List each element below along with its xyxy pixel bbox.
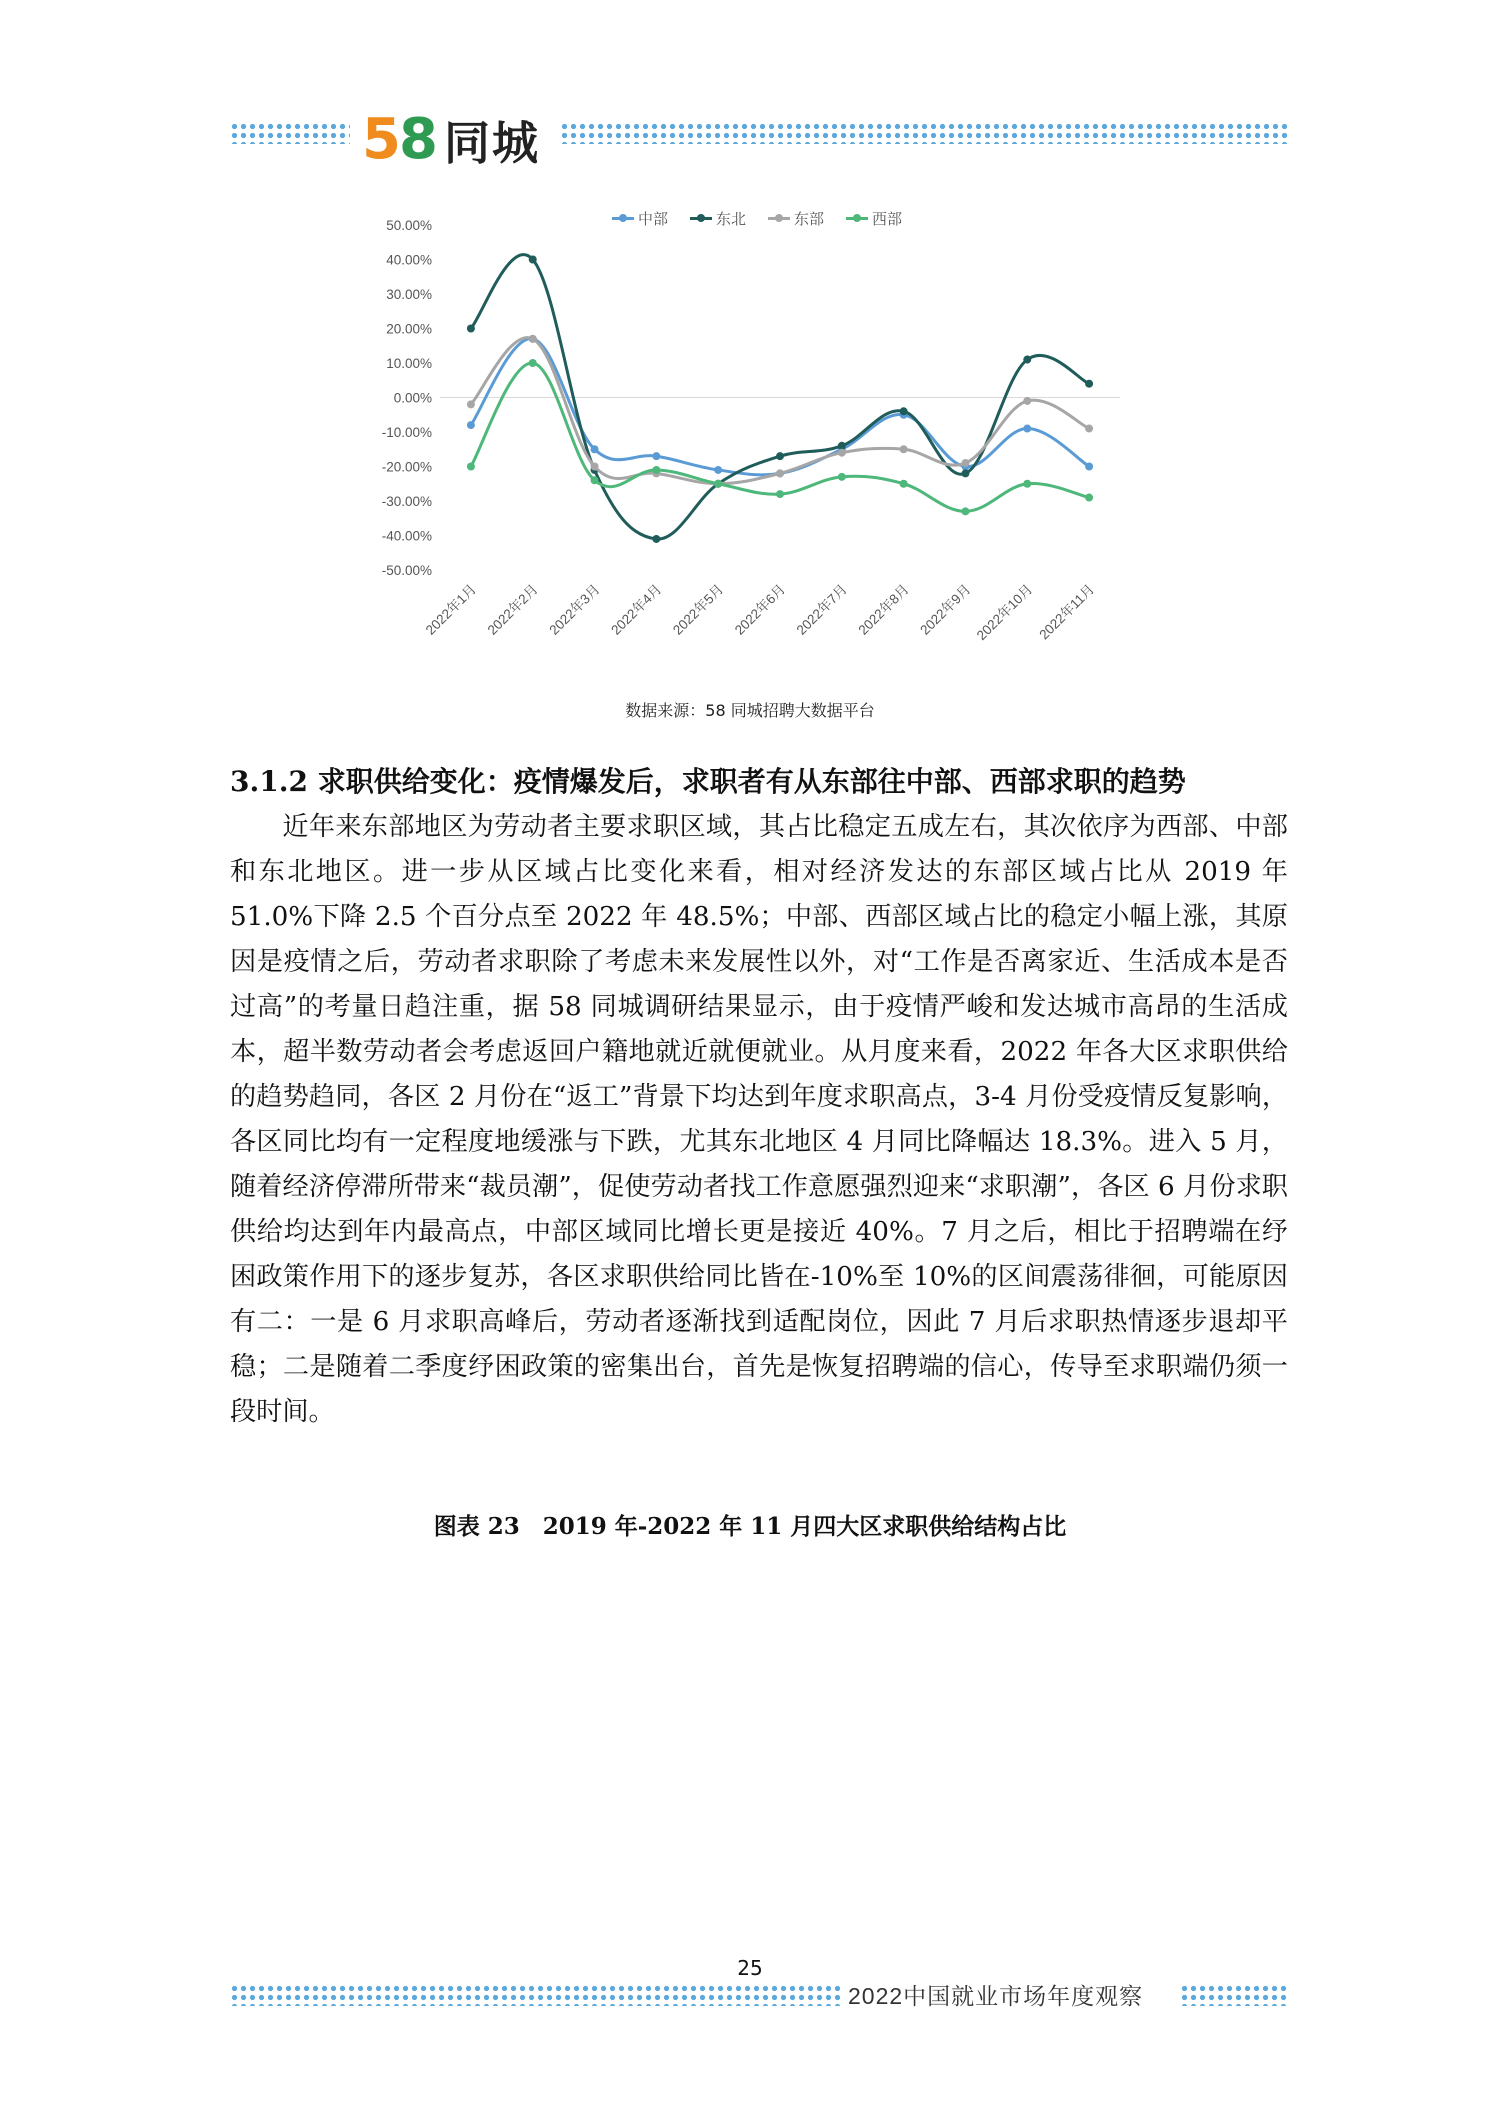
legend-label: 东北 (716, 210, 747, 228)
data-point (776, 469, 784, 477)
footer-dots-left (230, 1984, 840, 2006)
footer-report-title: 2022中国就业市场年度观察 (848, 1983, 1144, 2009)
x-tick-label: 2022年1月 (422, 581, 480, 638)
x-tick-label: 2022年8月 (855, 581, 912, 638)
x-tick-label: 2022年11月 (1036, 581, 1098, 643)
data-point (838, 473, 846, 481)
data-point (467, 325, 475, 333)
y-tick-label: -30.00% (381, 494, 432, 509)
logo-digit-8: 8 (398, 107, 436, 172)
data-point (714, 466, 722, 474)
y-tick-label: -40.00% (381, 528, 432, 544)
x-tick-label: 2022年3月 (546, 581, 603, 638)
data-point (961, 459, 969, 467)
data-point (591, 445, 599, 453)
x-tick-label: 2022年2月 (484, 581, 541, 638)
x-tick-label: 2022年4月 (608, 581, 665, 638)
x-tick-label: 2022年6月 (731, 581, 789, 638)
logo-digit-5: 5 (362, 107, 399, 172)
y-tick-label: -50.00% (381, 563, 432, 578)
data-point (652, 466, 660, 474)
y-tick-label: -20.00% (381, 459, 432, 475)
x-tick-label: 2022年5月 (670, 581, 727, 638)
footer-dots-right (1180, 1984, 1288, 2006)
data-point (1023, 425, 1031, 433)
y-tick-label: 40.00% (386, 252, 432, 268)
figure-title: 图表 23 2019 年-2022 年 11 月四大区求职供给结构占比 (433, 1513, 1067, 1540)
data-point (961, 507, 969, 515)
data-point (714, 480, 722, 488)
data-point (529, 256, 537, 264)
data-point (1023, 480, 1031, 488)
header-dots-right (560, 122, 1288, 144)
data-point (529, 335, 537, 343)
data-point (467, 463, 475, 471)
legend-label: 西部 (872, 210, 903, 228)
y-tick-label: -10.00% (381, 425, 432, 440)
data-point (529, 359, 537, 367)
x-tick-label: 2022年9月 (917, 581, 974, 638)
y-tick-label: 20.00% (386, 321, 432, 337)
data-point (838, 442, 846, 450)
line-chart (380, 200, 1140, 680)
logo-58tongcheng (362, 107, 540, 172)
data-point (1023, 356, 1031, 364)
data-point (1085, 380, 1093, 388)
data-point (1085, 463, 1093, 471)
data-point (467, 421, 475, 429)
header-dots-left (230, 122, 350, 144)
data-point (900, 407, 908, 415)
source-caption: 数据来源：58 同城招聘大数据平台 (625, 701, 875, 720)
page-number: 25 (737, 1956, 763, 1980)
data-point (900, 445, 908, 453)
legend-label: 东部 (794, 210, 825, 228)
data-point (652, 452, 660, 460)
data-point (776, 452, 784, 460)
data-point (776, 490, 784, 498)
section-heading: 3.1.2 求职供给变化：疫情爆发后，求职者有从东部往中部、西部求职的趋势 (230, 765, 1186, 798)
data-point (1085, 494, 1093, 502)
data-point (467, 400, 475, 408)
body-paragraph: 近年来东部地区为劳动者主要求职区域，其占比稳定五成左右，其次依序为西部、中部和东北地区。进一步从区域占比变化来看，相对经济发达的东部区域占比从 2019 年 51.0%下降 2.5 个百分点至 2022 年 48.5%；中部、西部区域占比的稳定小幅上涨，其原因是疫情之后，劳动者求职除了考虑未来发展性以外，对“工作是否离家近、生活成本是否过高”的考量日趋注重，据 58 同城调研结果显示，由于疫情严峻和发达城市高昂的生活成本，超半数劳动者会考虑返回户籍地就近就便就业。从月度来看，2022 年各大区求职供给的趋势趋同，各区 2 月份在“返工”背景下均达到年度求职高点，3-4 月份受疫情反复影响，各区同比均有一定程度地缓涨与下跌，尤其东北地区 4 月同比降幅达 18.3%。进入 5 月，随着经济停滞所带来“裁员潮”，促使劳动者找工作意愿强烈迎来“求职潮”，各区 6 月份求职供给均达到年内最高点，中部区域同比增长更是接近 40%。7 月之后，相比于招聘端在纾困政策作用下的逐步复苏，各区求职供给同比皆在-10%至 10%的区间震荡徘徊，可能原因有二：一是 6 月求职高峰后，劳动者逐渐找到适配岗位，因此 7 月后求职热情逐步退却平稳；二是随着二季度纾困政策的密集出台，首先是恢复招聘端的信心，传导至求职端仍须一段时间。 (230, 812, 1288, 1427)
y-tick-label: 30.00% (386, 287, 432, 302)
x-tick-label: 2022年7月 (793, 581, 850, 638)
data-point (961, 469, 969, 477)
data-point (591, 463, 599, 471)
legend-label: 中部 (638, 210, 669, 228)
data-point (1085, 425, 1093, 433)
data-point (1023, 397, 1031, 405)
data-point (652, 535, 660, 543)
logo-text: 同城 (443, 116, 540, 170)
y-tick-label: 0.00% (393, 390, 432, 406)
x-tick-label: 2022年10月 (973, 581, 1036, 644)
data-point (591, 476, 599, 484)
y-tick-label: 50.00% (386, 218, 432, 233)
data-point (838, 449, 846, 457)
y-tick-label: 10.00% (386, 356, 432, 371)
data-point (900, 480, 908, 488)
